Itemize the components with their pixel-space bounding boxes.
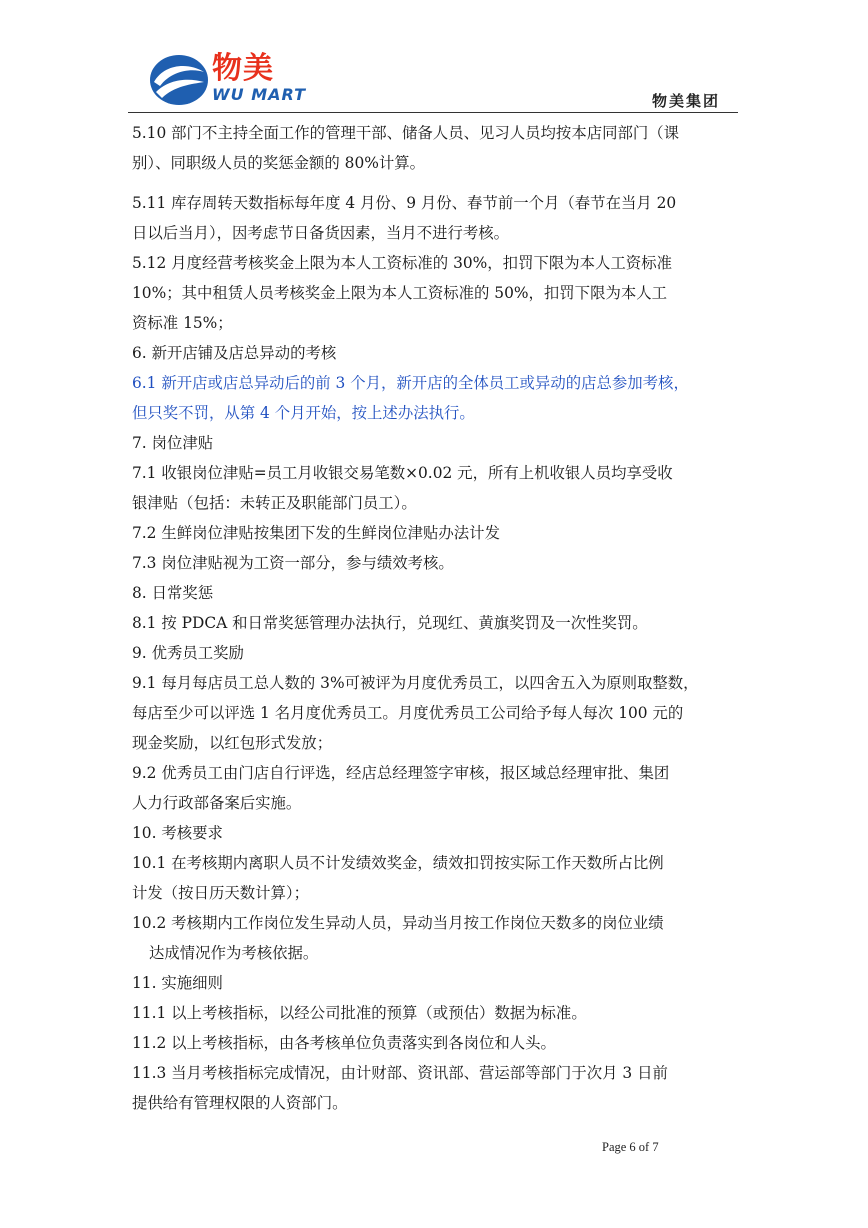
section-heading: 7. 岗位津贴 bbox=[132, 434, 214, 452]
logo-english-name: WU MART bbox=[212, 85, 307, 104]
text-line: 日以后当月），因考虑节日备货因素，当月不进行考核。 bbox=[132, 224, 510, 242]
text-line: 9.1 每月每店员工总人数的 3%可被评为月度优秀员工，以四舍五入为原则取整数， bbox=[132, 674, 699, 692]
section-heading: 9. 优秀员工奖励 bbox=[132, 644, 244, 662]
text-line: 7.1 收银岗位津贴=员工月收银交易笔数×0.02 元，所有上机收银人员均享受收 bbox=[132, 464, 673, 482]
logo-chinese-name: 物美 bbox=[212, 51, 274, 86]
section-heading: 8. 日常奖惩 bbox=[132, 584, 214, 602]
text-line: 现金奖励，以红包形式发放； bbox=[132, 734, 333, 752]
text-line: 7.3 岗位津贴视为工资一部分，参与绩效考核。 bbox=[132, 554, 454, 572]
text-line: 提供给有管理权限的人资部门。 bbox=[132, 1094, 348, 1112]
page-number: Page 6 of 7 bbox=[602, 1140, 659, 1154]
text-line: 10.2 考核期内工作岗位发生异动人员，异动当月按工作岗位天数多的岗位业绩 bbox=[132, 914, 664, 932]
highlighted-text-line: 6.1 新开店或店总异动后的前 3 个月，新开店的全体员工或异动的店总参加考核， bbox=[132, 374, 689, 392]
text-line: 7.2 生鲜岗位津贴按集团下发的生鲜岗位津贴办法计发 bbox=[132, 524, 500, 542]
text-line: 11.1 以上考核指标，以经公司批准的预算（或预估）数据为标准。 bbox=[132, 1004, 587, 1022]
document-body bbox=[132, 118, 752, 1118]
section-heading: 10. 考核要求 bbox=[132, 824, 223, 842]
text-line: 别）、同职级人员的奖惩金额的 80%计算。 bbox=[132, 154, 426, 172]
text-line: 11.2 以上考核指标，由各考核单位负责落实到各岗位和人头。 bbox=[132, 1034, 556, 1052]
text-line: 10%；其中租赁人员考核奖金上限为本人工资标准的 50%，扣罚下限为本人工 bbox=[132, 284, 668, 302]
text-line: 银津贴（包括：未转正及职能部门员工）。 bbox=[132, 494, 417, 512]
text-line: 达成情况作为考核依据。 bbox=[149, 944, 319, 962]
text-line: 11.3 当月考核指标完成情况，由计财部、资讯部、营运部等部门于次月 3 日前 bbox=[132, 1064, 668, 1082]
text-line: 计发（按日历天数计算）； bbox=[132, 884, 309, 902]
text-line: 5.11 库存周转天数指标每年度 4 月份、9 月份、春节前一个月（春节在当月 20 bbox=[132, 194, 677, 212]
text-line: 5.12 月度经营考核奖金上限为本人工资标准的 30%，扣罚下限为本人工资标准 bbox=[132, 254, 672, 272]
text-line: 人力行政部备案后实施。 bbox=[132, 794, 302, 812]
section-heading: 6. 新开店铺及店总异动的考核 bbox=[132, 344, 337, 362]
text-line: 9.2 优秀员工由门店自行评选，经店总经理签字审核，报区域总经理审批、集团 bbox=[132, 764, 670, 782]
wumart-logo bbox=[148, 52, 328, 108]
header-divider bbox=[128, 112, 738, 113]
group-name: 物美集团 bbox=[652, 92, 721, 110]
text-line: 5.10 部门不主持全面工作的管理干部、储备人员、见习人员均按本店同部门（课 bbox=[132, 124, 680, 142]
text-line: 每店至少可以评选 1 名月度优秀员工。月度优秀员工公司给予每人每次 100 元的 bbox=[132, 704, 684, 722]
wumart-swirl-icon bbox=[148, 52, 210, 108]
section-heading: 11. 实施细则 bbox=[132, 974, 223, 992]
text-line: 8.1 按 PDCA 和日常奖惩管理办法执行，兑现红、黄旗奖罚及一次性奖罚。 bbox=[132, 614, 648, 632]
highlighted-text-line: 但只奖不罚，从第 4 个月开始，按上述办法执行。 bbox=[132, 404, 475, 422]
text-line: 资标准 15%； bbox=[132, 314, 233, 332]
text-line: 10.1 在考核期内离职人员不计发绩效奖金，绩效扣罚按实际工作天数所占比例 bbox=[132, 854, 664, 872]
